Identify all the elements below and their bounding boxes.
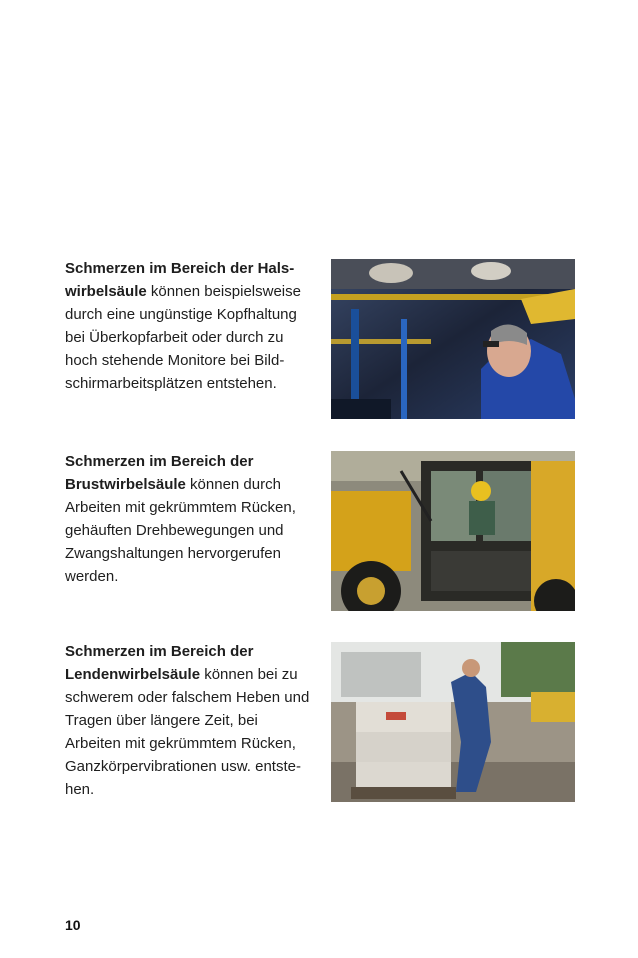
section-body: können beispielsweise durch eine ungünstige Kopfhaltung bei Überkopfarbeit oder durch zu hoch stehende Monitore bei Bildschirmarbeitsplätzen entstehen. — [65, 283, 301, 392]
section-heading: Schmerzen im Bereich der Brustwirbelsäule — [65, 453, 254, 493]
photo-overhead-work — [331, 259, 575, 419]
section-heading: Schmerzen im Bereich der Halswirbelsäule — [65, 260, 295, 300]
photo-forklift-driver — [331, 451, 575, 611]
page-number: 10 — [65, 917, 81, 933]
section-body: können bei zu schwerem oder falschem Heben und Tragen über längere Zeit, bei Arbeiten mit gekrümmtem Rücken, Ganzkörpervibrationen usw. entstehen. — [65, 666, 310, 798]
section-heading: Schmerzen im Bereich der Lendenwirbelsäule — [65, 643, 254, 683]
section-text — [65, 257, 315, 395]
section-text — [65, 450, 315, 588]
photo-lifting-sacks — [331, 642, 575, 802]
section-body: können durch Arbeiten mit gekrümmtem Rücken, gehäuften Drehbewegungen und Zwangshaltungen hervorgerufen werden. — [65, 476, 296, 585]
section-text — [65, 640, 315, 801]
